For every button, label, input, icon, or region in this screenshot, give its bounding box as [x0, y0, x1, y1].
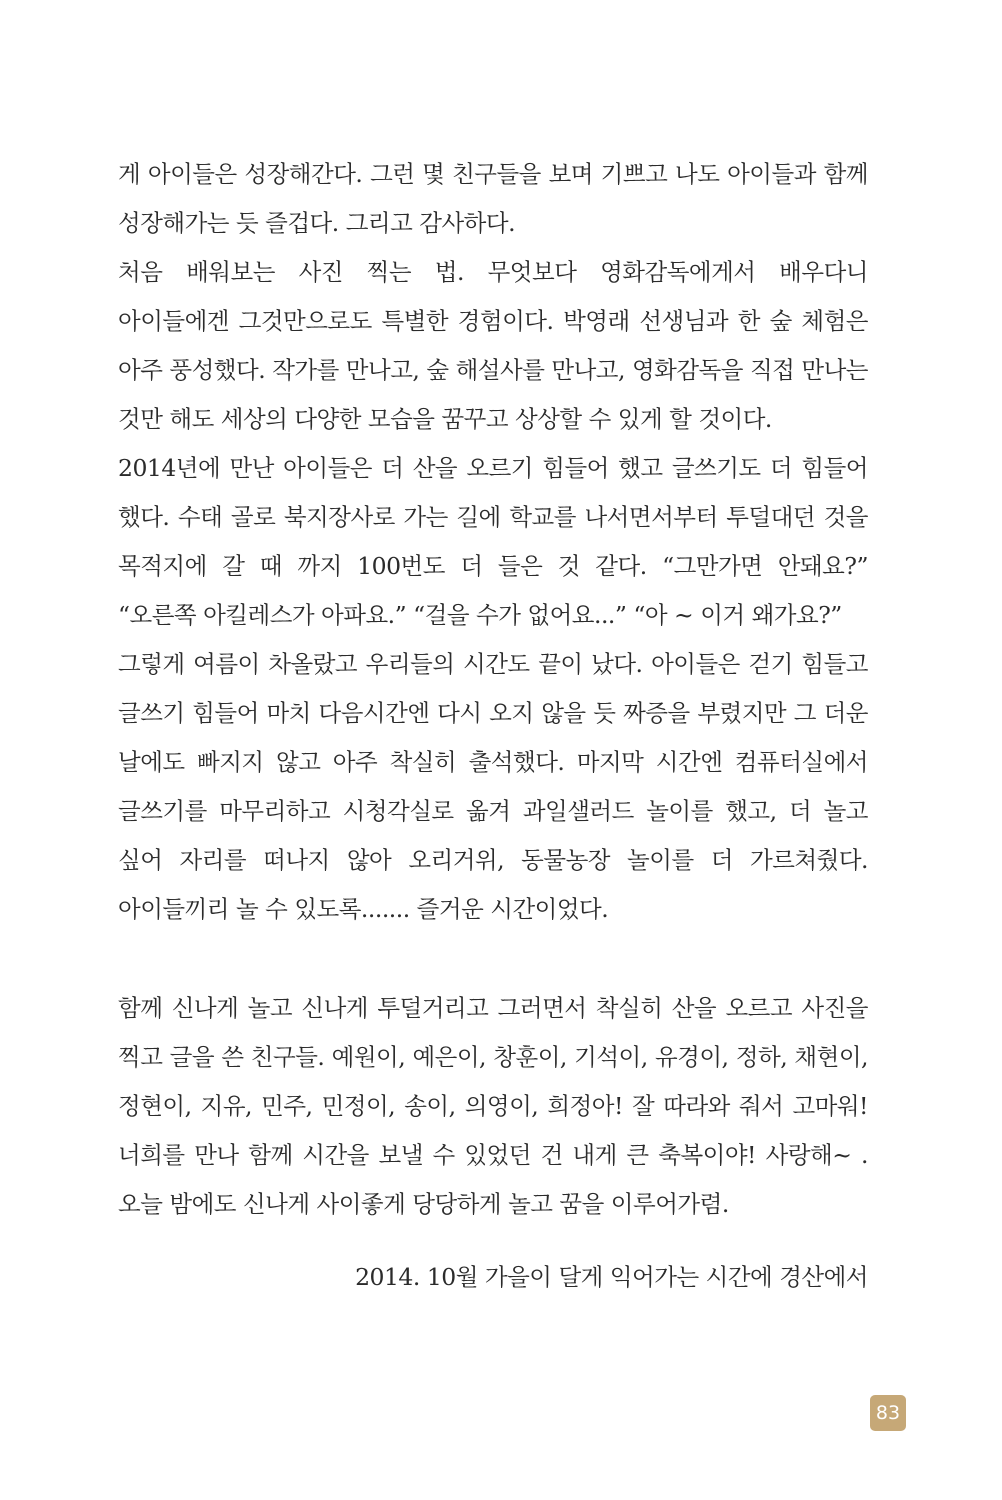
page-number-badge: 83 [870, 1395, 906, 1431]
paragraph-3: 2014년에 만난 아이들은 더 산을 오르기 힘들어 했고 글쓰기도 더 힘들어 했다. 수태 골로 북지장사로 가는 길에 학교를 나서면서부터 투덜대던 것을 목적지에 갈 때 까지 100번도 더 들은 것 같다. “그만가면 안돼요?” “오른쪽 아킬레스가 아파요.” “걸을 수가 없어요...” “아 ~ 이거 왜가요?” [118, 454, 868, 629]
section-gap [118, 934, 868, 984]
paragraph-4: 그렇게 여름이 차올랐고 우리들의 시간도 끝이 났다. 아이들은 걷기 힘들고 글쓰기 힘들어 마치 다음시간엔 다시 오지 않을 듯 짜증을 부렸지만 그 더운 날에도 빠지지 않고 아주 착실히 출석했다. 마지막 시간엔 컴퓨터실에서 글쓰기를 마무리하고 시청각실로 옮겨 과일샐러드 놀이를 했고, 더 놀고 싶어 자리를 떠나지 않아 오리거위, 동물농장 놀이를 더 가르쳐줬다. 아이들끼리 놀 수 있도록....... 즐거운 시간이었다. [118, 650, 868, 923]
paragraph-2: 처음 배워보는 사진 찍는 법. 무엇보다 영화감독에게서 배우다니 아이들에겐 그것만으로도 특별한 경험이다. 박영래 선생님과 한 숲 체험은 아주 풍성했다. 작가를 만나고, 숲 해설사를 만나고, 영화감독을 직접 만나는 것만 해도 세상의 다양한 모습을 꿈꾸고 상상할 수 있게 할 것이다. [118, 258, 868, 433]
signature-line: 2014. 10월 가을이 달게 익어가는 시간에 경산에서 [355, 1263, 868, 1291]
paragraph-1: 게 아이들은 성장해간다. 그런 몇 친구들을 보며 기쁘고 나도 아이들과 함께 성장해가는 듯 즐겁다. 그리고 감사하다. [118, 160, 868, 237]
paragraph-closing: 함께 신나게 놀고 신나게 투덜거리고 그러면서 착실히 산을 오르고 사진을 찍고 글을 쓴 친구들. 예원이, 예은이, 창훈이, 기석이, 유경이, 정하, 채현이, 정현이, 지유, 민주, 민정이, 송이, 의영이, 희정아! 잘 따라와 줘서 고마워! 너희를 만나 함께 시간을 보낼 수 있었던 건 내게 큰 축복이야! 사랑해~ . 오늘 밤에도 신나게 사이좋게 당당하게 놀고 꿈을 이루어가렴. [118, 994, 868, 1218]
page-body [118, 150, 868, 1302]
